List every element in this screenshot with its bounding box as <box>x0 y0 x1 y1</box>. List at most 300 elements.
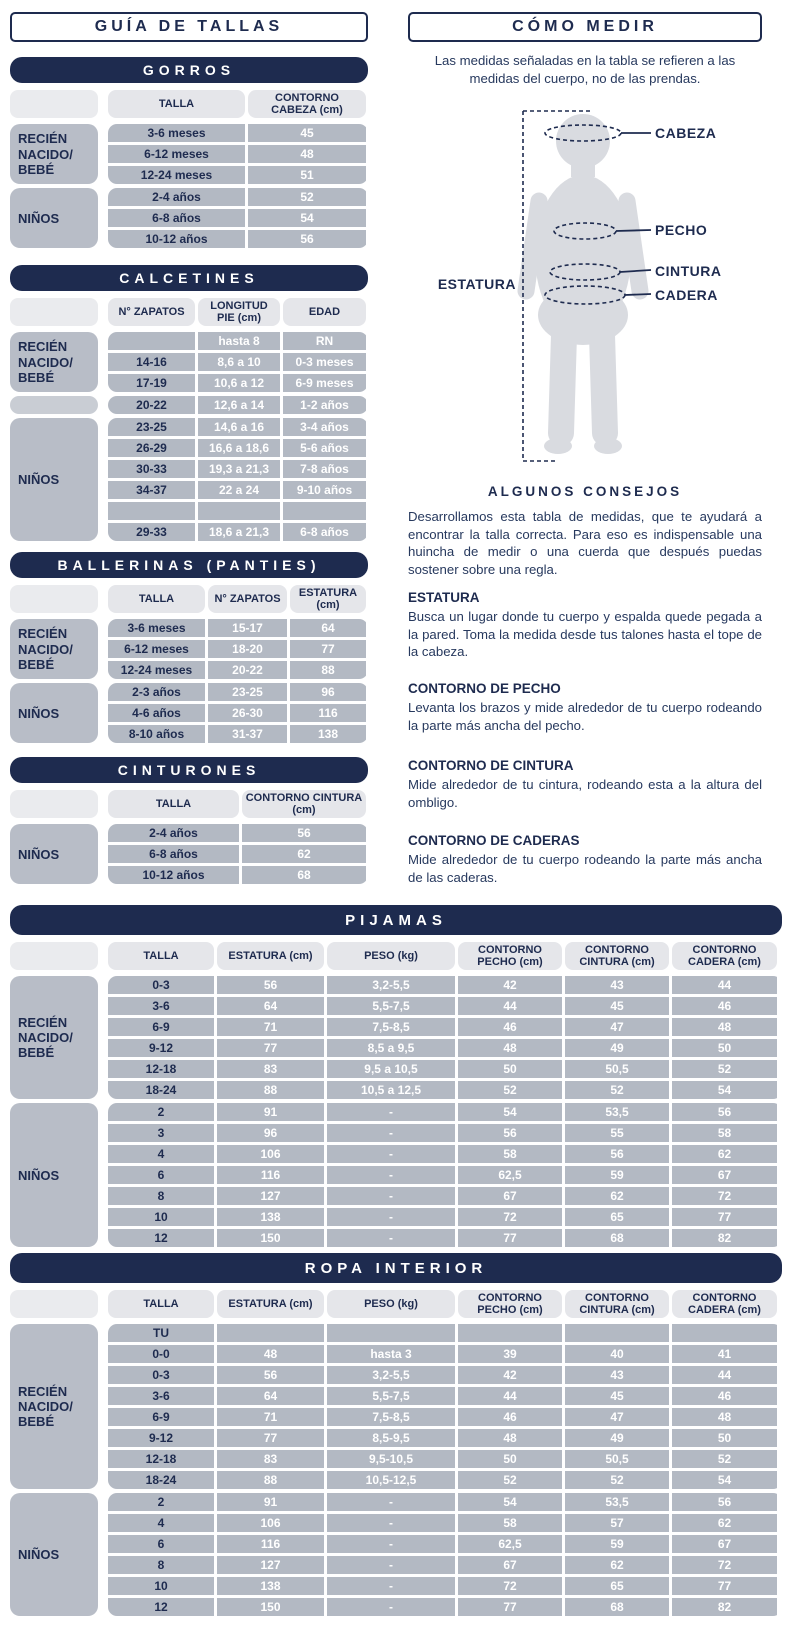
table-header-row <box>10 90 368 118</box>
table-cell: 82 <box>672 1229 777 1247</box>
table-cell: 150 <box>217 1229 324 1247</box>
table-cell: 106 <box>217 1145 324 1163</box>
table-cell: 116 <box>217 1535 324 1553</box>
corner-cell <box>10 1290 98 1318</box>
table-cell: 48 <box>672 1408 777 1426</box>
table-cell: 58 <box>458 1514 562 1532</box>
table-cell: 46 <box>458 1018 562 1036</box>
table-cell: 50 <box>458 1060 562 1078</box>
column-header: CONTORNO PECHO (cm) <box>458 1290 562 1318</box>
row-group-blocks <box>108 1493 782 1616</box>
table-cell: 8-10 años <box>108 725 205 743</box>
table-cell: 18-24 <box>108 1081 214 1099</box>
table-cell: 6-9 <box>108 1408 214 1426</box>
row-group-label: RECIÉN NACIDO/ BEBÉ <box>10 619 98 679</box>
row-group-blocks <box>108 824 368 884</box>
table-cell: 58 <box>672 1124 777 1142</box>
child-silhouette-figure <box>526 114 640 454</box>
table-cell: 46 <box>672 1387 777 1405</box>
column-header: CONTORNO CINTURA (cm) <box>565 942 669 970</box>
table-cell: 54 <box>248 209 366 227</box>
table-cell: 77 <box>458 1229 562 1247</box>
table-cell: 6 <box>108 1535 214 1553</box>
table-cell: 53,5 <box>565 1103 669 1121</box>
ropa-interior-table <box>10 1253 782 1620</box>
column-header: CONTORNO CINTURA (cm) <box>565 1290 669 1318</box>
row-group-label: NIÑOS <box>10 418 98 541</box>
table-cell: 67 <box>458 1556 562 1574</box>
table-cell: 22 a 24 <box>198 481 280 499</box>
table-cell: 3,2-5,5 <box>327 1366 455 1384</box>
table-cell: - <box>327 1229 455 1247</box>
table-cell: 12-24 meses <box>108 166 245 184</box>
table-cell: 23-25 <box>108 418 195 436</box>
table-cell: 55 <box>565 1124 669 1142</box>
table-cell: 48 <box>248 145 366 163</box>
table-cell: - <box>327 1166 455 1184</box>
table-cell: 8,5-9,5 <box>327 1429 455 1447</box>
table-cell <box>108 332 195 350</box>
table-cell: 54 <box>458 1103 562 1121</box>
row-group <box>10 619 368 679</box>
table-cell: 88 <box>290 661 366 679</box>
column-header: CONTORNO CABEZA (cm) <box>248 90 366 118</box>
table-cell: 96 <box>290 683 366 701</box>
table-cell: 18-24 <box>108 1471 214 1489</box>
table-cell: 7-8 años <box>283 460 366 478</box>
estatura-label: ESTATURA <box>437 276 516 292</box>
table-cell: 52 <box>672 1060 777 1078</box>
row-group-label: NIÑOS <box>10 824 98 884</box>
table-cell: 9,5 a 10,5 <box>327 1060 455 1078</box>
table-cell: 1-2 años <box>283 396 366 414</box>
table-cell: 43 <box>565 976 669 994</box>
table-cell: 46 <box>672 997 777 1015</box>
table-cell: 127 <box>217 1556 324 1574</box>
table-cell: 41 <box>672 1345 777 1363</box>
table-cell: 15-17 <box>208 619 287 637</box>
table-cell: 91 <box>217 1493 324 1511</box>
table-cell: 68 <box>565 1229 669 1247</box>
data-block <box>108 188 368 248</box>
table-cell: 23-25 <box>208 683 287 701</box>
consejo-section-pecho <box>408 681 762 734</box>
table-cell: TU <box>108 1324 214 1342</box>
table-cell: 77 <box>672 1577 777 1595</box>
table-cell: 56 <box>672 1103 777 1121</box>
table-cell: 12-18 <box>108 1060 214 1078</box>
table-cell: 52 <box>248 188 366 206</box>
consejo-section-caderas <box>408 833 762 886</box>
table-cell: 52 <box>458 1081 562 1099</box>
row-group <box>10 976 782 1099</box>
data-block <box>108 1324 782 1489</box>
section-title-bar: GORROS <box>10 57 368 83</box>
table-cell: 54 <box>458 1493 562 1511</box>
table-cell: 52 <box>565 1471 669 1489</box>
table-cell: 106 <box>217 1514 324 1532</box>
table-cell: 50,5 <box>565 1060 669 1078</box>
row-group-blocks <box>108 1324 782 1489</box>
table-cell: 150 <box>217 1598 324 1616</box>
table-cell: 53,5 <box>565 1493 669 1511</box>
row-group <box>10 824 368 884</box>
data-block <box>108 619 368 679</box>
column-header: CONTORNO CADERA (cm) <box>672 942 777 970</box>
table-cell: - <box>327 1103 455 1121</box>
cinturones-table <box>10 757 368 888</box>
table-cell: 65 <box>565 1208 669 1226</box>
table-cell: hasta 8 <box>198 332 280 350</box>
table-cell: 45 <box>565 1387 669 1405</box>
table-cell <box>672 1324 777 1342</box>
table-cell: 43 <box>565 1366 669 1384</box>
table-cell: 138 <box>217 1208 324 1226</box>
table-cell: 67 <box>672 1535 777 1553</box>
corner-cell <box>10 585 98 613</box>
table-cell: 6-9 meses <box>283 374 366 392</box>
table-cell: - <box>327 1577 455 1595</box>
table-cell: 50 <box>672 1429 777 1447</box>
table-cell: 59 <box>565 1166 669 1184</box>
table-cell: 72 <box>458 1208 562 1226</box>
column-header: TALLA <box>108 790 239 818</box>
table-cell: 9-12 <box>108 1039 214 1057</box>
table-cell: 44 <box>458 1387 562 1405</box>
body-measurement-diagram <box>408 103 762 469</box>
table-cell: 8,5 a 9,5 <box>327 1039 455 1057</box>
table-cell: 19,3 a 21,3 <box>198 460 280 478</box>
row-group-blocks <box>108 188 368 248</box>
column-header: PESO (kg) <box>327 1290 455 1318</box>
table-cell: - <box>327 1493 455 1511</box>
table-cell: 68 <box>242 866 366 884</box>
table-cell: 62 <box>565 1187 669 1205</box>
table-cell: 10-12 años <box>108 230 245 248</box>
table-cell: 42 <box>458 976 562 994</box>
table-cell: 48 <box>458 1039 562 1057</box>
table-cell: 127 <box>217 1187 324 1205</box>
table-cell: 12 <box>108 1229 214 1247</box>
header-grid <box>108 585 368 613</box>
row-group-blocks <box>108 124 368 184</box>
table-cell: 4-6 años <box>108 704 205 722</box>
table-cell: 77 <box>217 1039 324 1057</box>
table-cell: 62,5 <box>458 1535 562 1553</box>
table-cell: 62 <box>672 1145 777 1163</box>
table-cell: 31-37 <box>208 725 287 743</box>
table-cell: 34-37 <box>108 481 195 499</box>
table-cell: 8 <box>108 1187 214 1205</box>
table-cell: 56 <box>242 824 366 842</box>
table-cell <box>327 1324 455 1342</box>
row-group-blocks <box>108 396 368 414</box>
table-cell: 47 <box>565 1018 669 1036</box>
table-cell <box>565 1324 669 1342</box>
table-cell <box>458 1324 562 1342</box>
data-block <box>108 976 782 1099</box>
table-cell: 50 <box>672 1039 777 1057</box>
table-cell: 5-6 años <box>283 439 366 457</box>
table-cell: 54 <box>672 1471 777 1489</box>
row-group-label: RECIÉN NACIDO/ BEBÉ <box>10 976 98 1099</box>
table-cell: 116 <box>290 704 366 722</box>
consejo-section-heading: CONTORNO DE CADERAS <box>408 833 580 848</box>
table-cell: 14,6 a 16 <box>198 418 280 436</box>
header-grid <box>108 1290 782 1318</box>
column-header: TALLA <box>108 1290 214 1318</box>
consejo-section-estatura <box>408 590 762 661</box>
row-group-label <box>10 396 98 414</box>
row-group-label: NIÑOS <box>10 683 98 743</box>
table-cell: 67 <box>458 1187 562 1205</box>
table-cell: 2 <box>108 1493 214 1511</box>
data-block <box>108 1103 782 1247</box>
table-cell: 16,6 a 18,6 <box>198 439 280 457</box>
table-cell: 26-29 <box>108 439 195 457</box>
table-cell: hasta 3 <box>327 1345 455 1363</box>
row-group-blocks <box>108 332 368 392</box>
how-to-measure-title: CÓMO MEDIR <box>408 12 762 42</box>
table-cell: 96 <box>217 1124 324 1142</box>
header-grid <box>108 298 368 326</box>
table-cell: 0-3 <box>108 1366 214 1384</box>
row-group <box>10 418 368 541</box>
table-cell: 48 <box>217 1345 324 1363</box>
column-header: TALLA <box>108 942 214 970</box>
table-cell: 71 <box>217 1408 324 1426</box>
table-cell: 9,5-10,5 <box>327 1450 455 1468</box>
table-cell: 3-6 meses <box>108 124 245 142</box>
table-cell: 49 <box>565 1039 669 1057</box>
table-cell: 12,6 a 14 <box>198 396 280 414</box>
table-cell: 0-3 meses <box>283 353 366 371</box>
table-cell: 138 <box>290 725 366 743</box>
table-cell: 48 <box>672 1018 777 1036</box>
table-cell: 3-6 <box>108 1387 214 1405</box>
section-title-bar: CINTURONES <box>10 757 368 783</box>
row-group-blocks <box>108 619 368 679</box>
table-cell: 62 <box>565 1556 669 1574</box>
table-cell: 3-4 años <box>283 418 366 436</box>
table-cell: 88 <box>217 1081 324 1099</box>
section-title-bar: CALCETINES <box>10 265 368 291</box>
table-cell: 20-22 <box>108 396 195 414</box>
table-cell: 10,5-12,5 <box>327 1471 455 1489</box>
table-cell: 50 <box>458 1450 562 1468</box>
table-cell <box>217 1324 324 1342</box>
row-group <box>10 396 368 414</box>
table-cell: 10 <box>108 1577 214 1595</box>
table-cell: 52 <box>672 1450 777 1468</box>
table-cell: 54 <box>672 1081 777 1099</box>
table-cell: 77 <box>217 1429 324 1447</box>
table-cell: - <box>327 1535 455 1553</box>
table-cell: 6-12 meses <box>108 640 205 658</box>
corner-cell <box>10 298 98 326</box>
header-grid <box>108 90 368 118</box>
table-cell: - <box>327 1514 455 1532</box>
measure-intro-text: Las medidas señaladas en la tabla se refieren a las medidas del cuerpo, no de las prendas. <box>434 53 736 86</box>
table-cell: 56 <box>458 1124 562 1142</box>
table-cell: 56 <box>565 1145 669 1163</box>
row-group-blocks <box>108 1103 782 1247</box>
row-group <box>10 1493 782 1616</box>
table-cell: 0-3 <box>108 976 214 994</box>
table-cell <box>108 502 195 520</box>
table-cell: - <box>327 1124 455 1142</box>
data-block <box>108 332 368 392</box>
table-cell: 2-4 años <box>108 188 245 206</box>
data-block <box>108 418 368 541</box>
table-cell: 12 <box>108 1598 214 1616</box>
pecho-label: PECHO <box>655 222 708 238</box>
consejo-section-heading: ESTATURA <box>408 590 480 605</box>
table-cell: 18,6 a 21,3 <box>198 523 280 541</box>
table-cell: 77 <box>672 1208 777 1226</box>
table-cell: 72 <box>672 1187 777 1205</box>
table-cell: 62 <box>672 1514 777 1532</box>
table-cell: 91 <box>217 1103 324 1121</box>
table-cell: 3-6 meses <box>108 619 205 637</box>
table-cell: 3 <box>108 1124 214 1142</box>
row-group-blocks <box>108 418 368 541</box>
row-group <box>10 332 368 392</box>
table-cell: - <box>327 1556 455 1574</box>
table-cell: 6-8 años <box>108 209 245 227</box>
table-cell <box>198 502 280 520</box>
section-title-bar: BALLERINAS (PANTIES) <box>10 552 368 578</box>
corner-cell <box>10 90 98 118</box>
section-title-bar: ROPA INTERIOR <box>10 1253 782 1283</box>
table-cell: 18-20 <box>208 640 287 658</box>
table-cell: 4 <box>108 1514 214 1532</box>
table-cell: 5,5-7,5 <box>327 997 455 1015</box>
table-cell: 65 <box>565 1577 669 1595</box>
consejo-section-body: Mide alrededor de tu cuerpo rodeando la parte más ancha de las caderas. <box>408 852 762 885</box>
table-cell: 10,6 a 12 <box>198 374 280 392</box>
size-guide-title: GUÍA DE TALLAS <box>10 12 368 42</box>
table-cell: 83 <box>217 1450 324 1468</box>
table-cell: 8 <box>108 1556 214 1574</box>
table-cell: 3-6 <box>108 997 214 1015</box>
pijamas-table <box>10 905 782 1251</box>
table-cell: 6 <box>108 1166 214 1184</box>
table-cell: 44 <box>672 1366 777 1384</box>
table-cell: 138 <box>217 1577 324 1595</box>
table-cell: 50,5 <box>565 1450 669 1468</box>
row-group <box>10 124 368 184</box>
row-group-blocks <box>108 683 368 743</box>
table-cell: - <box>327 1145 455 1163</box>
table-cell: 56 <box>672 1493 777 1511</box>
table-cell: 7,5-8,5 <box>327 1408 455 1426</box>
column-header: TALLA <box>108 90 245 118</box>
table-cell: 68 <box>565 1598 669 1616</box>
table-cell: 88 <box>217 1471 324 1489</box>
header-grid <box>108 942 782 970</box>
corner-cell <box>10 790 98 818</box>
cabeza-label: CABEZA <box>655 125 717 141</box>
table-header-row <box>10 790 368 818</box>
row-group-label: RECIÉN NACIDO/ BEBÉ <box>10 332 98 392</box>
row-group-label: RECIÉN NACIDO/ BEBÉ <box>10 124 98 184</box>
table-cell: 2-4 años <box>108 824 239 842</box>
table-cell: 48 <box>458 1429 562 1447</box>
consejo-section-heading: CONTORNO DE CINTURA <box>408 758 574 773</box>
table-cell: 5,5-7,5 <box>327 1387 455 1405</box>
cintura-label: CINTURA <box>655 263 722 279</box>
table-cell <box>283 502 366 520</box>
table-cell: 62,5 <box>458 1166 562 1184</box>
table-cell: 6-9 <box>108 1018 214 1036</box>
column-header: ESTATURA (cm) <box>290 585 366 613</box>
consejos-intro-paragraph: Desarrollamos esta tabla de medidas, que te ayudará a encontrar la talla correcta. Para eso es indispensable una huincha de medir o una cuerda que después puedas sostener sobre una regla. <box>408 509 762 577</box>
column-header: EDAD <box>283 298 366 326</box>
table-cell: 12-18 <box>108 1450 214 1468</box>
table-cell: 9-10 años <box>283 481 366 499</box>
table-cell: 45 <box>248 124 366 142</box>
table-cell: RN <box>283 332 366 350</box>
table-cell: 72 <box>672 1556 777 1574</box>
gorros-table <box>10 57 368 252</box>
table-cell: 39 <box>458 1345 562 1363</box>
table-header-row <box>10 942 782 970</box>
table-header-row <box>10 1290 782 1318</box>
section-title-bar: PIJAMAS <box>10 905 782 935</box>
row-group-blocks <box>108 976 782 1099</box>
table-cell: 56 <box>217 1366 324 1384</box>
table-cell: 116 <box>217 1166 324 1184</box>
consejo-section-heading: CONTORNO DE PECHO <box>408 681 561 696</box>
data-block <box>108 824 368 884</box>
table-cell: 4 <box>108 1145 214 1163</box>
table-cell: 10-12 años <box>108 866 239 884</box>
data-block <box>108 396 368 414</box>
consejo-section-cintura <box>408 758 762 811</box>
table-cell: 57 <box>565 1514 669 1532</box>
table-cell: 64 <box>290 619 366 637</box>
consejo-section-body: Busca un lugar donde tu cuerpo y espalda quede pegada a la pared. Toma la medida desde tus talones hasta el tope de la cabeza. <box>408 609 762 660</box>
row-group-label: NIÑOS <box>10 1493 98 1616</box>
table-cell: 6-12 meses <box>108 145 245 163</box>
column-header: CONTORNO CINTURA (cm) <box>242 790 366 818</box>
consejos-heading: ALGUNOS CONSEJOS <box>487 484 683 499</box>
table-cell: - <box>327 1187 455 1205</box>
ballerinas-table <box>10 552 368 747</box>
table-cell: - <box>327 1208 455 1226</box>
row-group <box>10 188 368 248</box>
table-cell: 82 <box>672 1598 777 1616</box>
header-grid <box>108 790 368 818</box>
table-cell: 3,2-5,5 <box>327 976 455 994</box>
table-cell: 52 <box>458 1471 562 1489</box>
data-block <box>108 124 368 184</box>
table-cell: 56 <box>217 976 324 994</box>
table-cell: 8,6 a 10 <box>198 353 280 371</box>
table-cell: 67 <box>672 1166 777 1184</box>
column-header: CONTORNO CADERA (cm) <box>672 1290 777 1318</box>
row-group-label: RECIÉN NACIDO/ BEBÉ <box>10 1324 98 1489</box>
data-block <box>108 683 368 743</box>
table-cell: 45 <box>565 997 669 1015</box>
calcetines-table <box>10 265 368 545</box>
table-cell: 51 <box>248 166 366 184</box>
table-cell: 49 <box>565 1429 669 1447</box>
corner-cell <box>10 942 98 970</box>
consejo-section-body: Mide alrededor de tu cintura, rodeando esta a la altura del ombligo. <box>408 777 762 810</box>
table-cell: 6-8 años <box>108 845 239 863</box>
